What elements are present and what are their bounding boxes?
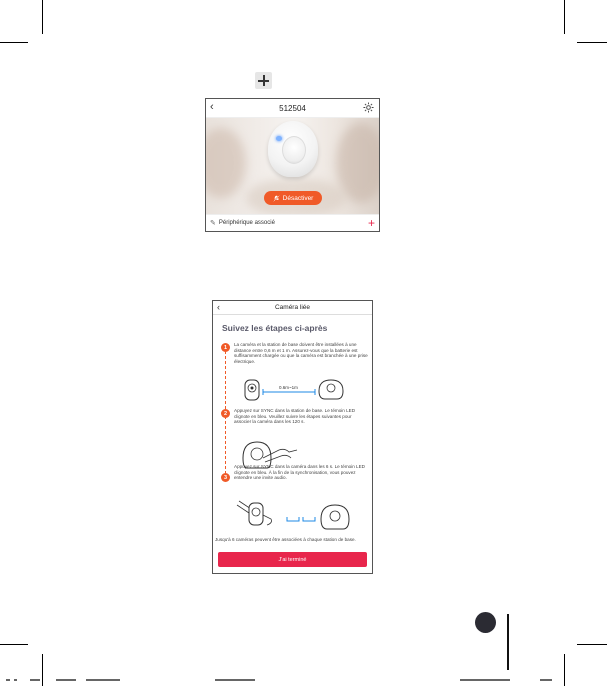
linked-camera-header: [213, 301, 372, 315]
deactivate-button[interactable]: [264, 191, 322, 205]
device-screen: [205, 98, 380, 232]
page-marker: [475, 612, 496, 633]
step-text: Appuyez sur SYNC dans la station de base. Le témoin LED clignote en bleu. Veuillez suivre les étapes suivantes pour associer la caméra dans les 120 s.: [234, 408, 356, 425]
camera-image: [268, 121, 318, 177]
step-text: Appuyez sur SYNC dans la caméra dans les 6 s. Le témoin LED clignote en bleu. À la fin de la synchronisation, vous pouvez entendre une invite audio.: [234, 464, 365, 481]
print-marks: [0, 676, 607, 686]
plus-icon[interactable]: +: [367, 216, 375, 230]
step-text: La caméra et la station de base doivent être installées à une distance entre 0,6 m et 1 m. Assurez-vous que la batterie est suffisamment chargée ou que la caméra est branchée à une prise électrique.: [234, 342, 368, 364]
page-divider: [507, 614, 509, 670]
step-number: 3: [221, 473, 230, 482]
pencil-icon: ✎: [210, 220, 216, 227]
crop-mark: [577, 42, 607, 43]
add-icon: [255, 72, 272, 89]
crop-mark: [577, 644, 607, 645]
gear-icon[interactable]: [363, 102, 374, 113]
crop-mark: [42, 0, 43, 34]
associated-device-row[interactable]: [206, 214, 379, 231]
linked-camera-screen: [212, 300, 373, 574]
done-button[interactable]: J'ai terminé: [218, 552, 367, 567]
distance-illustration: [243, 377, 353, 405]
distance-label: 0.6m~1m: [279, 385, 298, 390]
chevron-left-icon[interactable]: ‹: [210, 101, 214, 113]
camera-sync-illustration: [235, 499, 355, 533]
step-number: 1: [221, 343, 230, 352]
crop-mark: [564, 0, 565, 34]
deactivate-label: Désactiver: [282, 194, 314, 202]
crop-mark: [0, 644, 28, 645]
camera-preview: [206, 118, 379, 214]
associated-device-label: Périphérique associé: [218, 220, 275, 226]
crop-mark: [0, 42, 28, 43]
camera-limit-note: Jusqu'à 6 caméras peuvent être associées à chaque station de base.: [215, 537, 356, 542]
steps-heading: Suivez les étapes ci-après: [222, 323, 328, 333]
device-header: [206, 99, 379, 118]
device-title: 512504: [279, 103, 306, 113]
linked-camera-title: Caméra liée: [274, 304, 311, 311]
bell-off-icon: [273, 195, 280, 202]
chevron-left-icon[interactable]: ‹: [217, 302, 220, 312]
step-number: 2: [221, 409, 230, 418]
